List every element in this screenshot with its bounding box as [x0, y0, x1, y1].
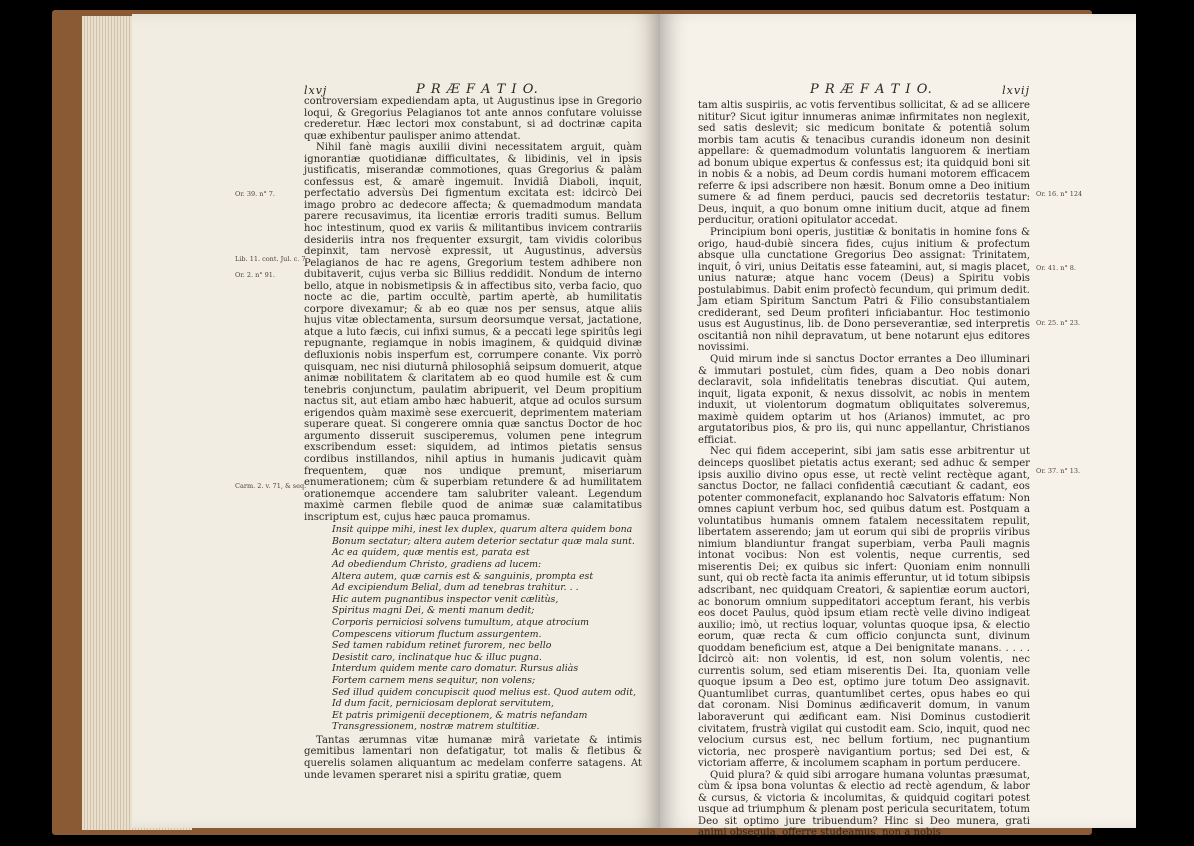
paragraph: tam altis suspiriis, ac votis ferventibus sollicitat, & ad se allicere nititur? Sicut igitur innumeras animæ infirmitates non neglexit, sed satis deslevit; sic medicum bonitate & potentiâ solum morbis tam acutis & tenacibus curandis idoneum non desinit appellare: & quemadmodum voluntatis languorem & inertiam ad bonum ubique expertus & confessus est; ita quidquid boni sit in nobis & a nobis, ad Deum cordis humani motorem efficacem referre & ipsi adscribere non hæsit. Bonum omne a Deo initium sumere & ad finem perduci, paucis sed decretoriis testatur: Deus, inquit, a quo bonum omne initium ducit, atque ad finem perducitur, orationi opitulator accedat.	[698, 100, 1030, 227]
open-book	[52, 10, 1092, 839]
margin-note: Carm. 2. v. 71, & seq.	[235, 482, 307, 490]
margin-note: Or. 25. n° 23.	[1036, 319, 1081, 327]
margin-note: Or. 37. n° 13.	[1036, 467, 1081, 475]
left-page	[132, 14, 660, 828]
margin-note: Or. 2. n° 91.	[235, 271, 275, 279]
poem-line: Bonum sectatur; altera autem deterior sectatur quæ mala sunt.	[332, 535, 635, 547]
poem-line: Sed tamen rabidum retinet furorem, nec bello	[332, 640, 552, 652]
poem-line: Spiritus magni Dei, & menti manum dedit;	[332, 605, 535, 617]
poem-line: Fortem carnem mens sequitur, non volens;	[332, 674, 536, 686]
poem-line: Corporis perniciosi solvens tumultum, atque atrocium	[332, 616, 590, 628]
poem-block	[304, 524, 642, 733]
margin-note: Or. 41. n° 8.	[1036, 264, 1076, 272]
right-body-text	[698, 100, 1030, 839]
poem-line: Ad obediendum Christo, gradiens ad lucem:	[332, 559, 542, 571]
poem-line: Insit quippe mihi, inest lex duplex, quarum altera quidem bona	[332, 524, 633, 536]
paragraph: Quid plura? & quid sibi arrogare humana voluntas præsumat, cùm & ipsa bona voluntas & electio ad rectè agendum, & labor & cursus, & victoria & incolumitas, & quidquid cogitari potest usque ad triumphum & plenam post pericula securitatem, totum Deo sit optimo jure tribuendum? Hinc si Deo munera, grati animi obsequia, offerre studeamus, non a nobis	[698, 769, 1030, 839]
margin-note: Lib. 11. cont. Jul. c. 7.	[235, 255, 308, 263]
paragraph: Quid mirum inde si sanctus Doctor errantes a Deo illuminari & immutari postulet, cùm fides, quam a Deo nobis donari declaravit, sola infidelitatis tenebras discutiat. Qui autem, inquit, ligata exponit, & nexus dissolvit, ac nobis in mentem induxit, ut violentorum dogmatum obliquitates solveremus, maximè quidem optarim ut hos (Arianos) immutet, ac pro argutatoribus pios, & pro iis, qui nunc appellantur, Christianos efficiat.	[698, 354, 1030, 446]
right-page	[660, 14, 1136, 839]
left-page-number: lxvj	[304, 84, 328, 97]
paragraph: Nihil fanè magis auxilii divini necessitatem arguit, quàm ignorantiæ quotidianæ difficultates, & libidinis, vel in ipsis justificatis, miserandæ commotiones, quas Gregorius & palàm confessus est, & amarè ingemuit. Invidiâ Diaboli, inquit, perfectatio adversùs Dei figmentum excitata est: idcircò Dei imago probro ac dedecore affecta; & quemadmodum mandata parere recusavimus, ita licentiæ erroris traditi sumus. Bellum hoc intestinum, quod ex variis & militantibus invicem contrariis desideriis intra nos frequenter exsurgit, tam vividis coloribus depinxit, tam nervosè expressit, ut Augustinus, adversùs Pelagianos de hac re agens, Gregorium testem adhibere non dubitaverit, cujus verba sic Billius reddidit. Nondum de interno bello, atque in nobismetipsis & in affectibus sito, verba facio, quo nocte ac die, partim occultè, partim apertè, ab humilitatis corpore divexamur; & ab eo quæ nos per sensus, atque aliis hujus vitæ oblectamenta, sursum deorsumque versat, jactatione, atque a luto fæcis, cui infixi sumus, & a peccati lege spiritûs legi repugnante, regiamque in nobis imaginem, & quidquid divinæ defluxionis nobis insperfum est, corrumpere conante. Vix porrò quisquam, nec nisi diuturnâ philosophiâ seipsum domuerit, atque animæ nobilitatem & claritatem ab eo quod humile est & cum tenebris conjunctum, paulatim abripuerit, vel Deum propitium nactus sit, aut etiam ambo hæc habuerit, atque ad oculos sursum erigendos quàm maximè sese exercuerit, deprimentem materiam superare queat. Si congerere omnia quæ sanctus Doctor de hoc argumento disseruit susciperemus, volumen pene integrum exscribendum esset: siquidem, ad intimos pietatis sensus cordibus instillandos, nihil aptius in humanis judicavit quàm frequentem, quæ nos undique premunt, miseriarum enumerationem; cùm & superbiam retundere & ad humilitatem orationemque accendere tam salubriter valeant. Legendum maximè carmen flebile quod de animæ suæ calamitatibus inscriptum est, cujus hæc pauca promamus.	[304, 142, 642, 523]
right-head-title: P R Æ F A T I O.	[810, 82, 933, 97]
paragraph: controversiam expediendam apta, ut Augustinus ipse in Gregorio loqui, & Gregorius Pelagianos tot ante annos confutare voluisse crederetur. Hæc lectori mox constabunt, si ad doctrinæ capita quæ exhibentur paulisper animo attendat.	[304, 96, 642, 142]
poem-line: Interdum quidem mente caro domatur. Rursus aliàs	[332, 663, 579, 675]
right-page-number: lxvij	[1002, 84, 1030, 97]
paragraph: Principium boni operis, justitiæ & bonitatis in homine fons & origo, haud-dubiè sincera fides, cujus initium & profectum absque ulla cunctatione Gregorius Deo assignat: Trinitatem, inquit, ô viri, unius Deitatis esse fateamini, aut, si magis placet, unius naturæ; atque hanc vocem (Deus) a Spiritu vobis postulabimus. Dabit enim profectò fecundum, qui primum dedit. Jam etiam Spiritum Sanctum Patri & Filio consubstantialem crediderant, sed Deum profiteri inficiabantur. Hoc testimonio usus est Augustinus, lib. de Dono perseverantiæ, sed interpretis oscitantiâ non nihil depravatum, ut bene notarunt ejus editores novissimi.	[698, 227, 1030, 354]
margin-note: Or. 39. n° 7.	[235, 190, 275, 198]
poem-line: Ad excipiendum Belial, dum ad tenebras trahitur. . .	[332, 582, 579, 594]
poem-line: Compescens vitiorum fluctum assurgentem.	[332, 628, 542, 640]
poem-line: Transgressionem, nostræ matrem stultitiæ.	[332, 721, 540, 733]
paragraph: Tantas ærumnas vitæ humanæ mirâ varietate & intimis gemitibus lamentari non defatigatur, tot malis & fletibus & querelis solamen aliquantum ac medelam conferre satagens. At unde levamen speraret nisi a spiritu gratiæ, quem	[304, 734, 642, 781]
left-body-text	[304, 96, 642, 781]
poem-line: Hic autem pugnantibus inspector venit cælitùs,	[332, 593, 559, 605]
poem-line: Id dum facit, perniciosam deplorat servitutem,	[332, 698, 554, 710]
paragraph: Nec qui fidem acceperint, sibi jam satis esse arbitrentur ut deinceps quoslibet pietatis actus exerant; sed adhuc & semper ipsis auxilio divino opus esse, ut rectè velint rectèque agant, sanctus Doctor, ne fallaci confidentiâ cæcutiant & cadant, eos potenter commonefacit, explanando hoc Salvatoris effatum: Non omnes capiunt verbum hoc, sed quibus datum est. Postquam a voluntatibus humanis omnem fatalem necessitatem repulit, libertatem asserendo; jam ut eorum qui sibi de propriis viribus nimium blandiuntur frangat superbiam, verba Pauli magnis intonat vocibus: Non est volentis, neque currentis, sed miserentis Dei; ex quibus sic infert: Quoniam enim nonnulli sunt, qui ob rectè facta ita animis efferuntur, ut id totum sibipsis adscribant, nec quidquam Creatori, & sapientiæ eorum auctori, ac bonorum omnium suppeditatori acceptum ferant, his verbis eos docet Paulus, quòd ipsum etiam rectè velle divino indigeat auxilio; imò, ut rectius loquar, voluntas quoque ipsa, & electio eorum, quæ recta & cum officio conjuncta sunt, divinum quoddam beneficium est, atque a Dei benignitate manans. . . . . Idcircò ait: non volentis, id est, non solum volentis, nec currentis solum, sed etiam miserentis Dei. Ita, quoniam velle quoque ipsum a Deo est, optimo jure totum Deo assignavit. Quantumlibet curras, quantumlibet certes, opus habes eo qui dat coronam. Nisi Dominus ædificaverit domum, in vanum laboraverunt qui ædificant eam. Nisi Dominus custodierit civitatem, frustrà vigilat qui custodit eam. Scio, inquit, quod nec velocium cursus est, nec bellum fortium, nec pugnantium victoria, nec prosperè navigantium portus; sed Dei est, & victoriam afferre, & incolumem scapham in portum perducere.	[698, 446, 1030, 770]
poem-line: Altera autem, quæ carnis est & sanguinis, prompta est	[332, 570, 594, 582]
poem-line: Desistit caro, inclinatque huc & illuc pugna.	[332, 651, 542, 663]
left-head-title: P R Æ F A T I O.	[416, 82, 539, 97]
poem-line: Sed illud quidem concupiscit quod melius est. Quod autem odit,	[332, 686, 637, 698]
margin-note: Or. 16. n° 124	[1036, 190, 1083, 198]
poem-line: Et patris primigenii deceptionem, & matris nefandam	[332, 709, 588, 721]
poem-line: Ac ea quidem, quæ mentis est, parata est	[332, 547, 530, 559]
